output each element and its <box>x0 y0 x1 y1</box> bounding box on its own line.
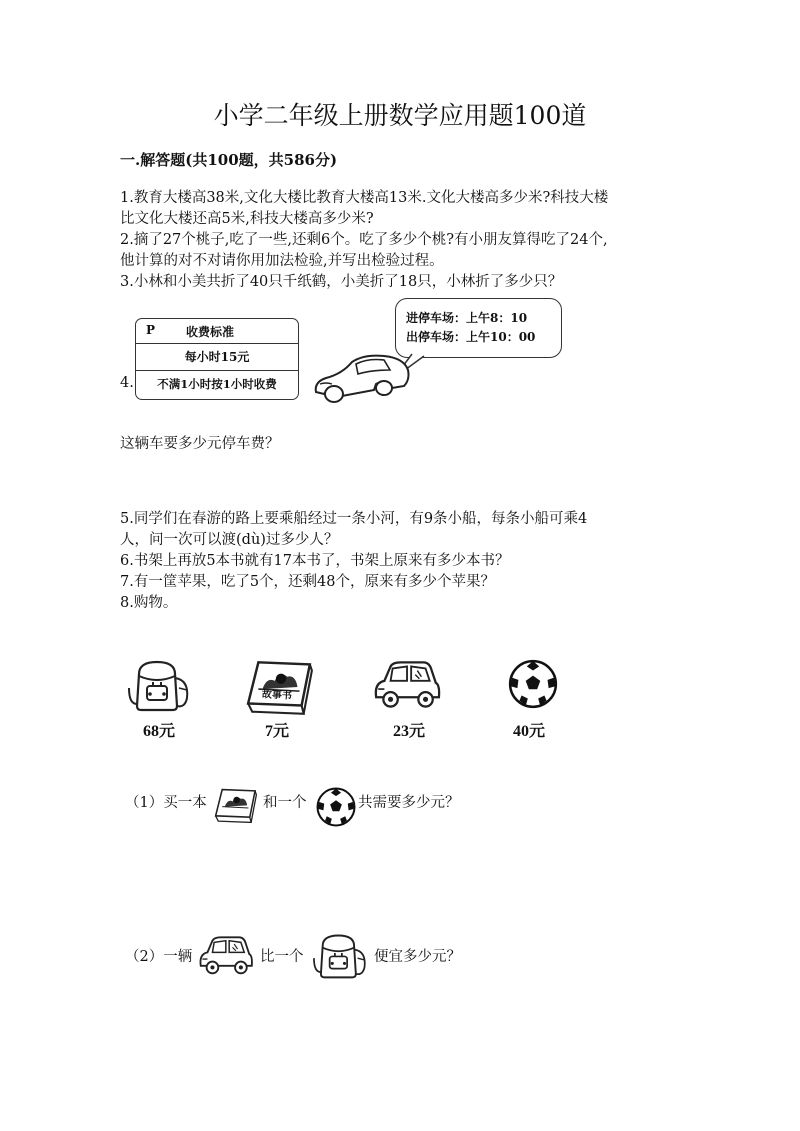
backpack-icon <box>310 932 372 980</box>
question-7: 7.有一筐苹果，吃了5个，还剩48个，原来有多少个苹果？ <box>120 574 496 590</box>
parking-fee-sign <box>135 318 299 400</box>
page-title: 小学二年级上册数学应用题100道 <box>213 101 587 130</box>
question-3: 3.小林和小美共折了40只千纸鹤，小美折了18只，小林折了多少只？ <box>120 274 563 290</box>
toy-car-icon <box>370 658 442 715</box>
section-heading: 一.解答题(共100题，共586分) <box>120 151 338 169</box>
question-2-line-1: 2.摘了27个桃子,吃了一些,还剩6个。吃了多少个桃?有小朋友算得吃了24个, <box>120 232 608 248</box>
time-speech-bubble <box>395 298 562 358</box>
sub-question-2-prefix: （2）一辆 <box>125 949 193 965</box>
fee-rule: 不满1小时按1小时收费 <box>157 377 277 391</box>
parking-p-label: P <box>146 323 156 337</box>
soccer-ball-icon <box>507 658 559 710</box>
hourly-rate: 每小时15元 <box>136 344 298 371</box>
toy-car-icon <box>195 934 255 980</box>
sub-question-1-mid: 和一个 <box>263 795 307 811</box>
book-price: 7元 <box>265 723 290 740</box>
question-1-line-1: 1.教育大楼高38米,文化大楼比教育大楼高13米.文化大楼高多少米?科技大楼 <box>120 190 609 206</box>
question-5-line-2: 人，问一次可以渡(dù)过多少人？ <box>120 532 339 548</box>
book-cover-label: 故事书 <box>261 689 293 702</box>
question-2-line-2: 他计算的对不对请你用加法检验,并写出检验过程。 <box>120 253 444 269</box>
exit-time: 出停车场：上午10：00 <box>406 330 536 344</box>
question-6: 6.书架上再放5本书就有17本书了，书架上原来有多少本书？ <box>120 553 510 569</box>
soccer-ball-icon <box>315 786 357 828</box>
backpack-icon <box>125 658 195 713</box>
story-book-icon <box>213 786 259 824</box>
sub-question-1-prefix: （1）买一本 <box>125 795 207 811</box>
sports-car-icon <box>312 348 412 410</box>
question-8: 8.购物。 <box>120 595 178 611</box>
sub-question-1-suffix: 共需要多少元？ <box>358 795 460 811</box>
car-price: 23元 <box>393 723 426 740</box>
fee-standard-label: 收费标准 <box>186 325 235 339</box>
question-4-number: 4. <box>120 375 134 391</box>
sub-question-2-mid: 比一个 <box>260 949 304 965</box>
question-1-line-2: 比文化大楼还高5米,科技大楼高多少米? <box>120 211 374 227</box>
backpack-price: 68元 <box>143 723 176 740</box>
enter-time: 进停车场：上午8：10 <box>406 311 528 325</box>
sub-question-2-suffix: 便宜多少元？ <box>374 949 461 965</box>
question-4-text: 这辆车要多少元停车费？ <box>120 436 280 452</box>
sign-header <box>136 319 298 344</box>
ball-price: 40元 <box>513 723 546 740</box>
question-5-line-1: 5.同学们在春游的路上要乘船经过一条小河，有9条小船，每条小船可乘4 <box>120 511 588 527</box>
